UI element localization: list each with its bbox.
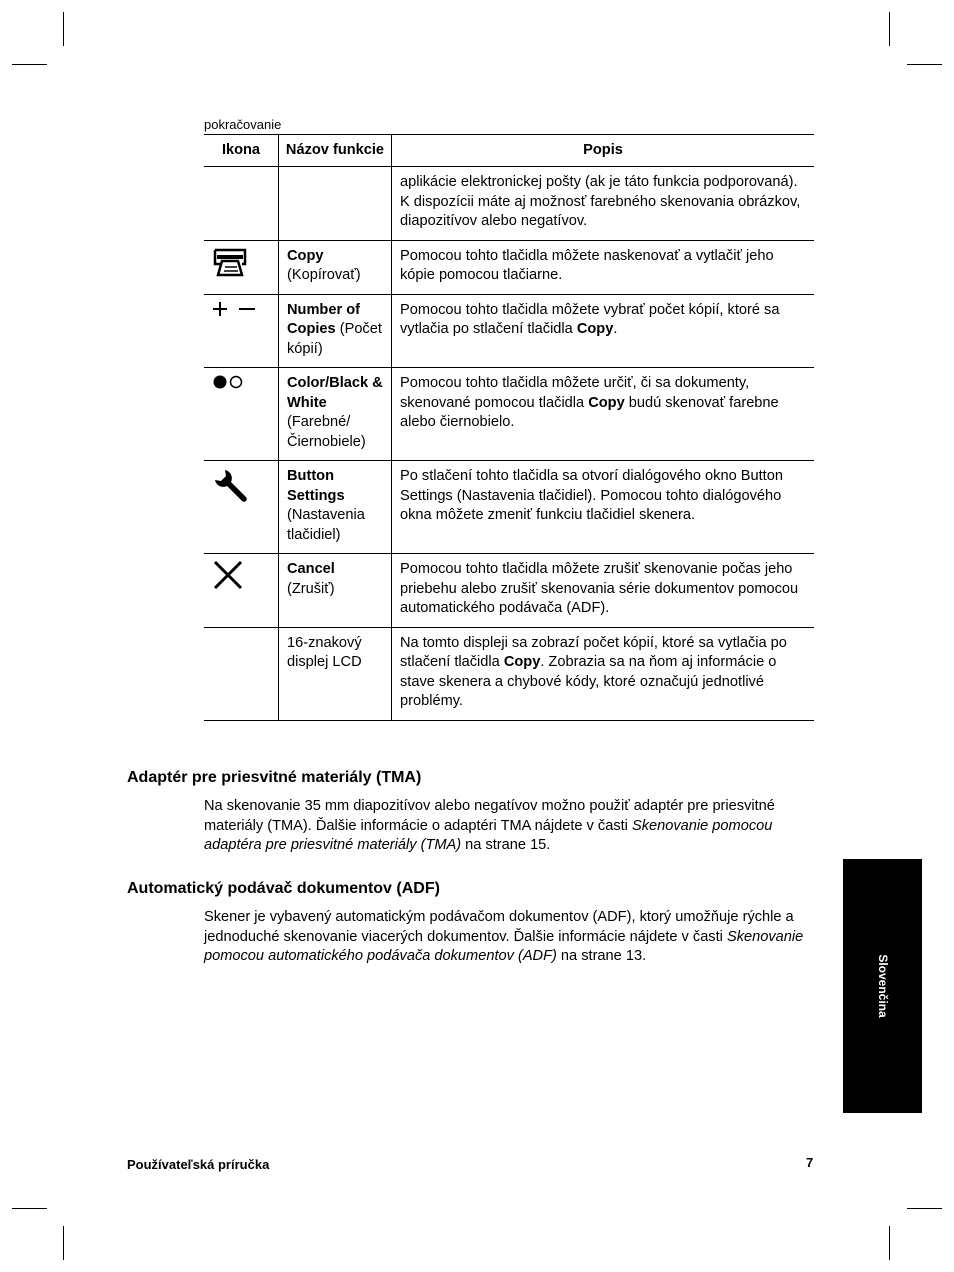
function-name-cell	[279, 554, 392, 628]
wrench-icon	[212, 467, 270, 503]
function-name-cell	[279, 240, 392, 294]
function-description-cell	[392, 240, 815, 294]
crop-mark	[63, 12, 64, 46]
function-name: Button Settings	[287, 468, 345, 504]
language-tab	[843, 859, 922, 1113]
function-name-cell	[279, 294, 392, 368]
icon-cell	[204, 294, 279, 368]
description-emphasis: Copy	[588, 394, 625, 411]
function-name: Color/Black & White	[287, 375, 383, 411]
text: na strane 13.	[556, 948, 647, 964]
table-row	[204, 240, 814, 294]
description-text: aplikácie elektronickej pošty (ak je táto funkcia podporovaná). K dispozícii máte aj možnosť farebného skenovania obrázkov, diapozitívov alebo negatívov.	[400, 174, 801, 229]
description-text: Pomocou tohto tlačidla môžete zrušiť skenovanie počas jeho priebehu alebo zrušiť skenovania série dokumentov pomocou automatického podávača (ADF).	[400, 561, 799, 616]
icon-cell	[204, 368, 279, 461]
table-row	[204, 167, 814, 241]
function-name-translation: (Farebné/ Čiernobiele)	[287, 414, 366, 450]
header-name: Názov funkcie	[279, 135, 392, 167]
function-description-cell	[392, 627, 815, 720]
description-emphasis: Copy	[503, 654, 541, 670]
table-row	[204, 554, 814, 628]
icon-cell	[204, 167, 279, 241]
function-description-cell	[392, 368, 815, 461]
crop-mark	[889, 1226, 890, 1260]
header-icon: Ikona	[204, 135, 279, 167]
function-name-cell	[279, 627, 392, 720]
description-text: Pomocou tohto tlačidla môžete naskenovať a vytlačiť jeho kópie pomocou tlačiarne.	[400, 247, 774, 283]
icon-cell	[204, 554, 279, 628]
section-title-tma: Adaptér pre priesvitné materiály (TMA)	[127, 769, 422, 786]
crop-mark	[12, 64, 47, 65]
function-table	[204, 134, 814, 721]
icon-cell	[204, 240, 279, 294]
copy-icon	[212, 247, 270, 281]
description-text: Pomocou tohto tlačidla môžete vybrať počet kópií, ktoré sa vytlačia po stlačení tlačidla	[400, 301, 780, 337]
description-text: Po stlačení tohto tlačidla sa otvorí dialógového okno Button Settings (Nastavenia tlačidiel). Pomocou tohto dialógového okna môžete zmeniť funkciu tlačidiel skenera.	[400, 468, 783, 523]
function-name-cell	[279, 368, 392, 461]
function-name-translation: (Kopírovať)	[287, 267, 361, 283]
table-header-row	[204, 135, 814, 167]
function-name-translation: (Počet kópií)	[287, 321, 382, 357]
cross-reference: Skenovanie pomocou adaptéra pre priesvitné materiály (TMA)	[204, 817, 773, 853]
function-name-translation: (Nastavenia tlačidiel)	[287, 507, 365, 543]
color-black-white-icon	[212, 374, 270, 390]
cancel-icon	[212, 560, 270, 590]
description-emphasis: Copy	[576, 321, 614, 337]
header-description: Popis	[392, 135, 815, 167]
description-text: Na tomto displeji sa zobrazí počet kópií, ktoré sa vytlačia po stlačení tlačidla	[400, 634, 787, 670]
function-name: Copy	[287, 247, 324, 264]
function-description-cell	[392, 461, 815, 554]
crop-mark	[907, 64, 942, 65]
crop-mark	[12, 1208, 47, 1209]
function-name: Cancel	[287, 561, 335, 577]
text: na strane 15.	[461, 837, 551, 853]
table-row	[204, 368, 814, 461]
section-title-adf: Automatický podávač dokumentov (ADF)	[127, 880, 440, 897]
footer-title: Používateľská príručka	[127, 1157, 270, 1172]
crop-mark	[63, 1226, 64, 1260]
text: Na skenovanie 35 mm diapozitívov alebo negatívov možno použiť adaptér pre priesvitné materiály (TMA). Ďalšie informácie o adaptéri TMA nájdete v časti	[204, 798, 775, 834]
function-description-cell	[392, 167, 815, 241]
function-name-cell	[279, 461, 392, 554]
icon-cell	[204, 461, 279, 554]
description-text: .	[613, 321, 618, 337]
language-tab-label: Slovenčina	[875, 954, 890, 1018]
icon-cell	[204, 627, 279, 720]
text: Skener je vybavený automatickým podávačom dokumentov (ADF), ktorý umožňuje rýchle a jednoduché skenovanie viacerých dokumentov. Ďalšie informácie nájdete v časti	[204, 909, 794, 945]
continued-label: pokračovanie	[204, 117, 282, 132]
function-description-cell	[392, 294, 815, 368]
function-name-translation: 16-znakový displej LCD	[287, 634, 362, 670]
cross-reference: Skenovanie pomocou automatického podávača dokumentov (ADF)	[204, 928, 804, 964]
function-name-translation: (Zrušiť)	[287, 580, 335, 597]
section-text-adf	[204, 908, 819, 967]
table-row	[204, 294, 814, 368]
table-row	[204, 627, 814, 720]
table-row	[204, 461, 814, 554]
function-name-cell	[279, 167, 392, 241]
function-name: Number of Copies	[287, 301, 360, 337]
section-text-tma	[204, 797, 819, 856]
description-text: . Zobrazia sa na ňom aj informácie o stave skenera a chybové kódy, ktoré označujú jednotlivé problémy.	[400, 654, 777, 709]
crop-mark	[907, 1208, 942, 1209]
description-text: Pomocou tohto tlačidla môžete určiť, či sa dokumenty, skenované pomocou tlačidla	[400, 375, 750, 411]
function-description-cell	[392, 554, 815, 628]
page-number: 7	[806, 1155, 814, 1170]
crop-mark	[889, 12, 890, 46]
plus-minus-icon	[212, 301, 270, 317]
description-text: budú skenovať farebne alebo čiernobielo.	[400, 394, 779, 430]
